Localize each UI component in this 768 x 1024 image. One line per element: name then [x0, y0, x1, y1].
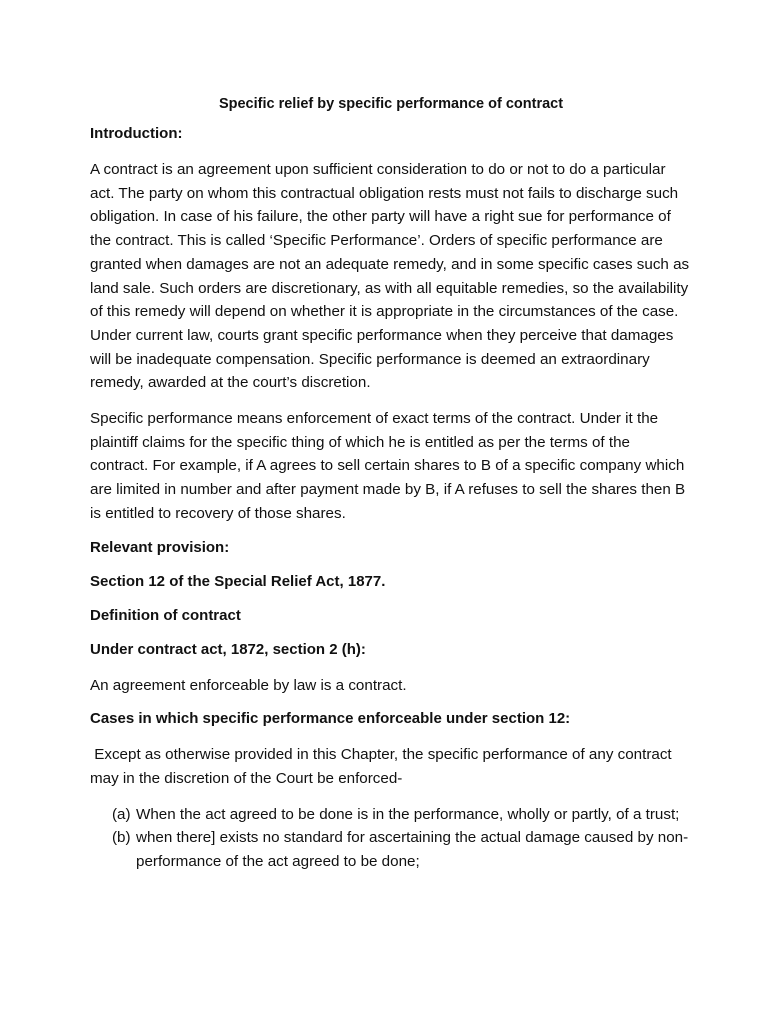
introduction-paragraph-2: Specific performance means enforcement of exact terms of the contract. Under it the plaintiff claims for the specific thing of which he is entitled as per the terms of the contract. For example, if A agrees to sell certain shares to B of a specific company which are limited in number and after payment made by B, if A refuses to sell the shares then B is entitled to recovery of those shares. [90, 410, 686, 522]
cases-heading: Cases in which specific performance enforceable under section 12: [90, 710, 571, 728]
list-item-marker: (a) [112, 805, 131, 823]
contract-act-heading: Under contract act, 1872, section 2 (h): [90, 640, 366, 658]
cases-list [90, 803, 690, 874]
introduction-paragraph-1: A contract is an agreement upon sufficient consideration to do or not to do a particular act. The party on whom this contractual obligation rests must not fails to discharge such obligation. In case of his failure, the other party will have a right sue for performance of the contract. This is called ‘Specific Performance’. Orders of specific performance are granted when damages are not an adequate remedy, and in some specific cases such as land sale. Such orders are discretionary, as with all equitable remedies, so the availability of this remedy will depend on whether it is appropriate in the circumstances of the case. Under current law, courts grant specific performance when they perceive that damages will be inadequate compensation. Specific performance is deemed an extraordinary remedy, awarded at the court’s discretion. [90, 161, 690, 392]
document-page [90, 94, 690, 874]
list-item [90, 803, 690, 827]
list-item [90, 826, 690, 873]
section-12-heading: Section 12 of the Special Relief Act, 1877. [90, 572, 386, 590]
relevant-provision-heading: Relevant provision: [90, 538, 230, 556]
list-item-marker: (b) [112, 829, 131, 847]
list-item-text: when there] exists no standard for ascertaining the actual damage caused by non-performance of the act agreed to be done; [136, 829, 689, 871]
list-item-text: When the act agreed to be done is in the performance, wholly or partly, of a trust; [136, 805, 680, 823]
definition-text: An agreement enforceable by law is a contract. [90, 676, 407, 694]
introduction-heading: Introduction: [90, 125, 183, 142]
document-title: Specific relief by specific performance of contract [218, 96, 564, 112]
definition-heading: Definition of contract [90, 606, 241, 624]
cases-intro-paragraph: Except as otherwise provided in this Chapter, the specific performance of any contract may in the discretion of the Court be enforced- [90, 746, 676, 787]
